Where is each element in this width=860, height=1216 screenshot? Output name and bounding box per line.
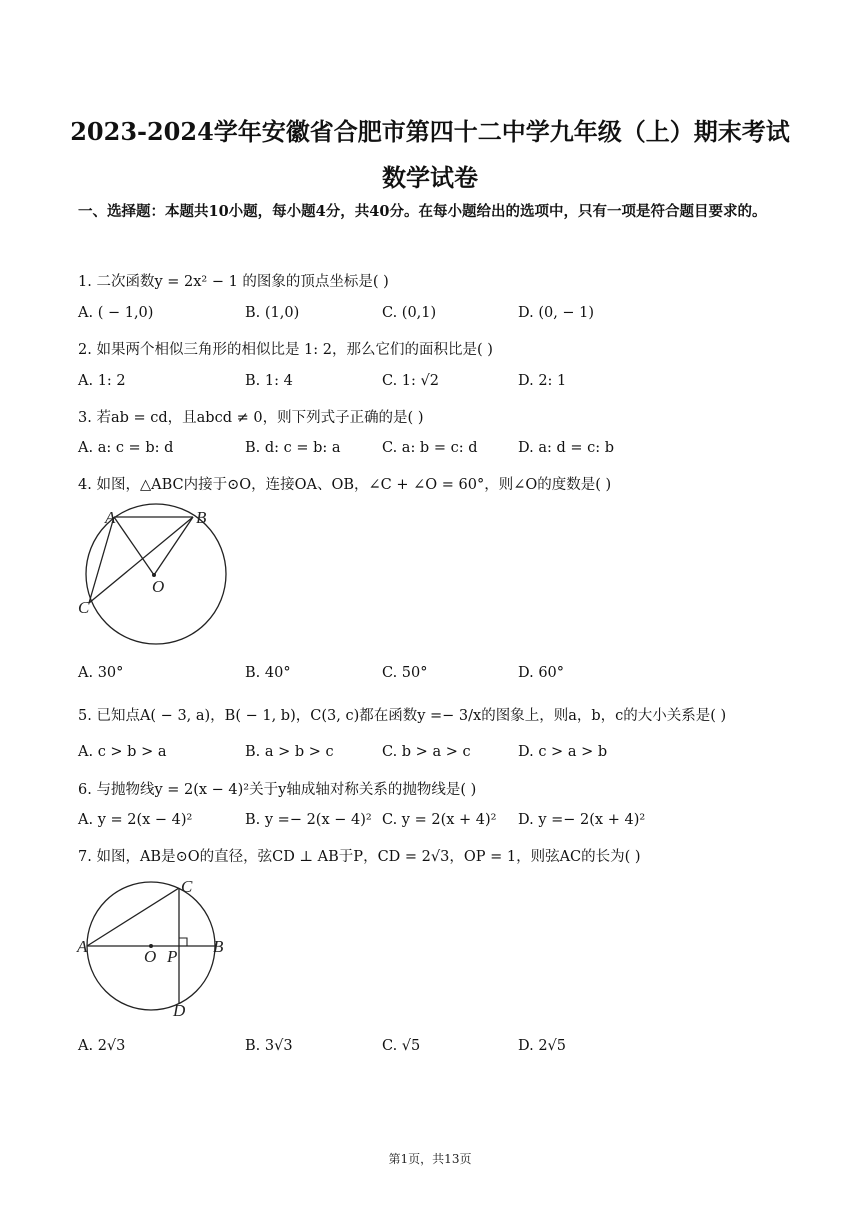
question-1-option-d: D. (0, − 1) [518, 305, 595, 321]
question-7-stem: 7. 如图，AB是⊙O的直径，弦CD ⊥ AB于P，CD = 2√3，OP = 1，则弦AC的长为( ) [78, 849, 641, 865]
question-3-option-c: C. a: b = c: d [382, 440, 478, 456]
section-heading: 一、选择题：本题共10小题，每小题4分，共40分。在每小题给出的选项中，只有一项是符合题目要求的。 [78, 203, 767, 220]
question-3-option-b: B. d: c = b: a [245, 440, 341, 456]
question-1-option-a: A. ( − 1,0) [78, 305, 154, 321]
question-7-option-c: C. √5 [382, 1038, 421, 1054]
question-1-stem: 1. 二次函数y = 2x² − 1 的图象的顶点坐标是( ) [78, 274, 389, 290]
figure-7-label-b: B [213, 937, 224, 956]
question-5-option-b: B. a > b > c [245, 744, 334, 760]
question-6-option-d: D. y =− 2(x + 4)² [518, 812, 646, 828]
question-7-option-b: B. 3√3 [245, 1038, 293, 1054]
figure-7-circle-diagram [74, 876, 234, 1026]
question-7-option-d: D. 2√5 [518, 1038, 567, 1054]
question-1-option-c: C. (0,1) [382, 305, 437, 321]
question-7-option-a: A. 2√3 [78, 1038, 126, 1054]
question-5-option-a: A. c > b > a [78, 744, 167, 760]
question-6-option-c: C. y = 2(x + 4)² [382, 812, 497, 828]
figure-4-label-o: O [152, 577, 165, 596]
question-3-stem: 3. 若ab = cd，且abcd ≠ 0，则下列式子正确的是( ) [78, 410, 424, 426]
figure-4-label-c: C [78, 598, 90, 617]
question-2-option-d: D. 2: 1 [518, 373, 567, 389]
question-2-option-b: B. 1: 4 [245, 373, 293, 389]
question-4-option-c: C. 50° [382, 665, 428, 681]
question-2-option-c: C. 1: √2 [382, 373, 439, 389]
question-4-stem: 4. 如图，△ABC内接于⊙O，连接OA、OB，∠C + ∠O = 60°，则∠O的度数是( ) [78, 477, 612, 493]
figure-4-circle-diagram [72, 503, 242, 653]
question-6-stem: 6. 与抛物线y = 2(x − 4)²关于y轴成轴对称关系的抛物线是( ) [78, 782, 477, 798]
figure-4-label-a: A [105, 508, 116, 527]
question-4-option-a: A. 30° [78, 665, 124, 681]
question-1-option-b: B. (1,0) [245, 305, 300, 321]
figure-7-label-o: O [144, 947, 157, 966]
question-4-option-b: B. 40° [245, 665, 291, 681]
question-6-option-a: A. y = 2(x − 4)² [78, 812, 193, 828]
question-2-stem: 2. 如果两个相似三角形的相似比是 1: 2，那么它们的面积比是( ) [78, 342, 493, 358]
page-subtitle: 数学试卷 [382, 163, 478, 192]
page-title: 2023-2024学年安徽省合肥市第四十二中学九年级（上）期末考试 [70, 117, 790, 146]
figure-7-label-c: C [181, 877, 193, 896]
question-5-option-c: C. b > a > c [382, 744, 471, 760]
figure-7-label-p: P [167, 947, 178, 966]
question-3-option-d: D. a: d = c: b [518, 440, 615, 456]
question-3-option-a: A. a: c = b: d [78, 440, 174, 456]
page-footer: 第1页，共13页 [388, 1152, 472, 1166]
question-2-option-a: A. 1: 2 [78, 373, 126, 389]
figure-7-label-d: D [173, 1001, 186, 1020]
question-5-option-d: D. c > a > b [518, 744, 608, 760]
question-5-stem: 5. 已知点A( − 3, a)，B( − 1, b)，C(3, c)都在函数y =− 3/x的图象上，则a，b，c的大小关系是( ) [78, 708, 727, 724]
question-6-option-b: B. y =− 2(x − 4)² [245, 812, 372, 828]
figure-4-label-b: B [196, 508, 207, 527]
figure-7-label-a: A [77, 937, 88, 956]
question-4-option-d: D. 60° [518, 665, 565, 681]
